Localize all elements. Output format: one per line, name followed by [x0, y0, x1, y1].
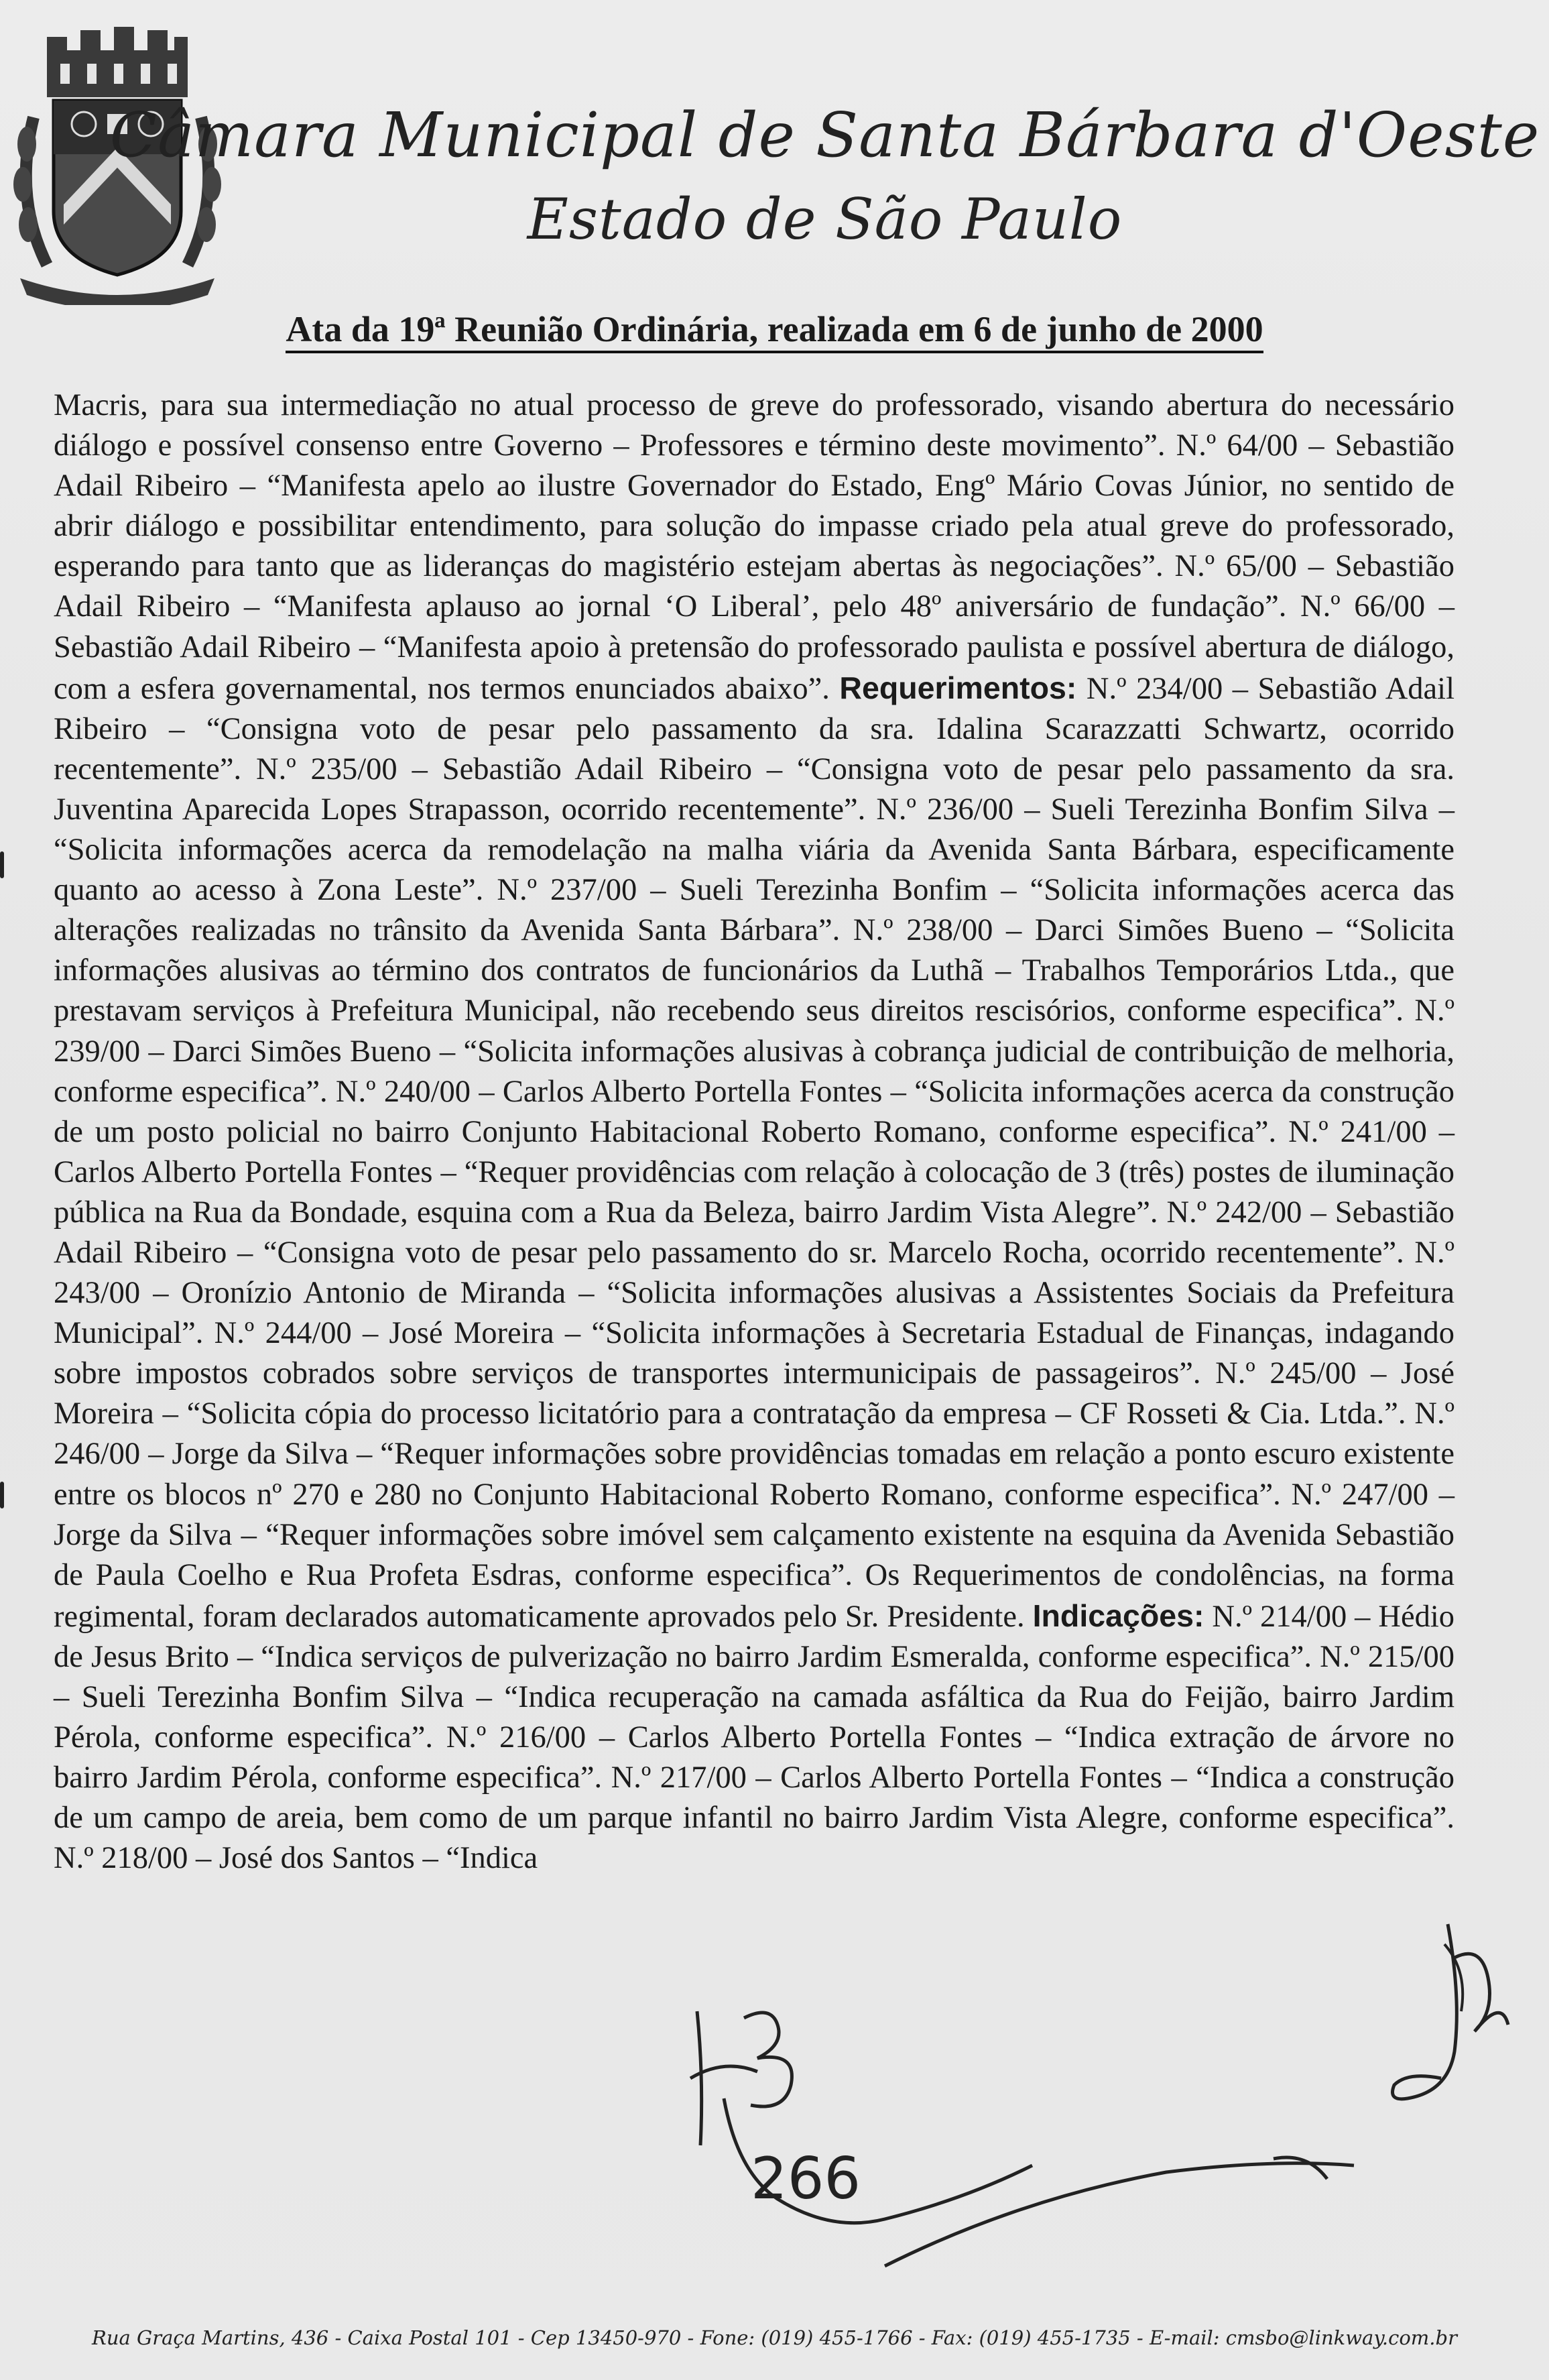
minutes-body: [54, 385, 1454, 1879]
chamber-name-heading: Câmara Municipal de Santa Bárbara d'Oeste: [109, 99, 1540, 171]
footer-address: Rua Graça Martins, 436 - Caixa Postal 101 - Cep 13450-970 - Fone: (019) 455-1766 - Fax: (019) 455-1735 - E-mail: cmsbo@linkway.com.br: [92, 2326, 1457, 2349]
minutes-paragraph: [54, 385, 1454, 1879]
body-text-moções: Macris, para sua intermediação no atual processo de greve do professorado, visando abertura do necessário diálogo e possível consenso entre Governo – Professores e término deste movimento”. N.º 64/00 – Sebastião Adail Ribeiro – “Manifesta apelo ao ilustre Governador do Estado, Engº Mário Covas Júnior, no sentido de abrir diálogo e possibilitar entendimento, para solução do impasse criado pela atual greve do professorado, esperando para tanto que as lideranças do magistério estejam abertas às negociações”. N.º 65/00 – Sebastião Adail Ribeiro – “Manifesta aplauso ao jornal ‘O Liberal’, pelo 48º aniversário de fundação”. N.º 66/00 – Sebastião Adail Ribeiro – “Manifesta apoio à pretensão do professorado paulista e possível abertura de diálogo, com a esfera governamental, nos termos enunciados abaixo”.: [54, 388, 1454, 706]
state-heading: Estado de São Paulo: [527, 186, 1123, 252]
scan-edge-mark: [0, 851, 4, 878]
body-text-requerimentos: N.º 234/00 – Sebastião Adail Ribeiro – “Consigna voto de pesar pelo passamento da sra. Idalina Scarazzatti Schwartz, ocorrido recentemente”. N.º 235/00 – Sebastião Adail Ribeiro – “Consigna voto de pesar pelo passamento da sra. Juventina Aparecida Lopes Strapasson, ocorrido recentemente”. N.º 236/00 – Sueli Terezinha Bonfim Silva – “Solicita informações acerca da remodelação na malha viária da Avenida Santa Bárbara, especificamente quanto ao acesso à Zona Leste”. N.º 237/00 – Sueli Terezinha Bonfim – “Solicita informações acerca das alterações realizadas no trânsito da Avenida Santa Bárbara”. N.º 238/00 – Darci Simões Bueno – “Solicita informações alusivas ao término dos contratos de funcionários da Luthã – Trabalhos Temporários Ltda., que prestavam serviços à Prefeitura Municipal, não recebendo seus direitos rescisórios, conforme especifica”. N.º 239/00 – Darci Simões Bueno – “Solicita informações alusivas à cobrança judicial de contribuição de melhoria, conforme especifica”. N.º 240/00 – Carlos Alberto Portella Fontes – “Solicita informações acerca da construção de um posto policial no bairro Conjunto Habitacional Roberto Romano, conforme especifica”. N.º 241/00 – Carlos Alberto Portella Fontes – “Requer providências com relação à colocação de 3 (três) postes de iluminação pública na Rua da Bondade, esquina com a Rua da Beleza, bairro Jardim Vista Alegre”. N.º 242/00 – Sebastião Adail Ribeiro – “Consigna voto de pesar pelo passamento do sr. Marcelo Rocha, ocorrido recentemente”. N.º 243/00 – Oronízio Antonio de Miranda – “Solicita informações alusivas a Assistentes Sociais da Prefeitura Municipal”. N.º 244/00 – José Moreira – “Solicita informações à Secretaria Estadual de Finanças, indagando sobre impostos cobrados sobre serviços de transportes intermunicipais de passageiros”. N.º 245/00 – José Moreira – “Solicita cópia do processo licitatório para a contratação da empresa – CF Rosseti & Cia. Ltda.”. N.º 246/00 – Jorge da Silva – “Requer informações sobre providências tomadas em relação a ponto escuro existente entre os blocos nº 270 e 280 no Conjunto Habitacional Roberto Romano, conforme especifica”. N.º 247/00 – Jorge da Silva – “Requer informações sobre imóvel sem calçamento existente na esquina da Avenida Sebastião de Paula Coelho e Rua Profeta Esdras, conforme especifica”. Os Requerimentos de condolências, na forma regimental, foram declarados automaticamente aprovados pelo Sr. Presidente.: [54, 671, 1454, 1634]
body-text-indicacoes: N.º 214/00 – Hédio de Jesus Brito – “Indica serviços de pulverização no bairro Jardim Esmeralda, conforme especifica”. N.º 215/00 – Sueli Terezinha Bonfim Silva – “Indica recuperação na camada asfáltica da Rua do Feijão, bairro Jardim Pérola, conforme especifica”. N.º 216/00 – Carlos Alberto Portella Fontes – “Indica extração de árvore no bairro Jardim Pérola, conforme especifica”. N.º 217/00 – Carlos Alberto Portella Fontes – “Indica a construção de um campo de areia, bem como de um parque infantil no bairro Jardim Vista Alegre, conforme especifica”. N.º 218/00 – José dos Santos – “Indica: [54, 1599, 1455, 1876]
scan-edge-mark: [0, 1482, 4, 1508]
minutes-title-text: Ata da 19ª Reunião Ordinária, realizada em 6 de junho de 2000: [286, 309, 1263, 353]
minutes-title: [0, 308, 1549, 350]
requerimentos-label: Requerimentos:: [839, 670, 1077, 705]
signature-president: [1381, 1917, 1515, 2119]
page-number: 266: [751, 2145, 861, 2212]
indicacoes-label: Indicações:: [1032, 1598, 1204, 1633]
